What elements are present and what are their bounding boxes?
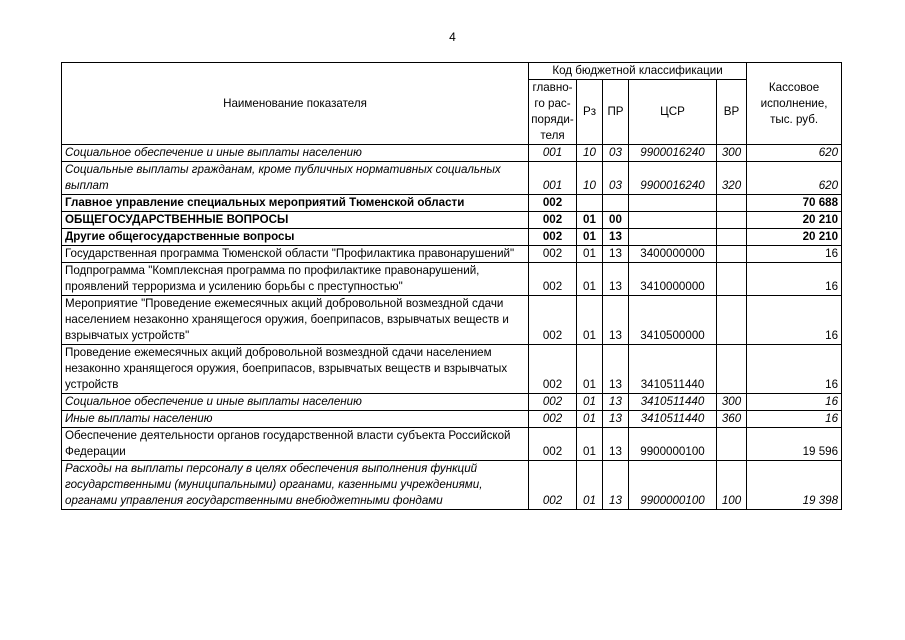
cell-name: Подпрограмма "Комплексная программа по профилактике правонарушений, проявлений терроризма и усилению борьбы с преступностью" xyxy=(62,263,529,296)
cell-glav: 001 xyxy=(529,162,577,195)
table-header xyxy=(62,63,842,145)
cell-name: Расходы на выплаты персоналу в целях обеспечения выполнения функций государственными (муниципальными) органами, казенными учреждениями, органами управления государственными внебюджетными фондами xyxy=(62,461,529,510)
header-code-group: Код бюджетной классификации xyxy=(529,63,747,80)
cell-amount: 16 xyxy=(747,296,842,345)
cell-name: Социальное обеспечение и иные выплаты населению xyxy=(62,145,529,162)
table-row xyxy=(62,212,842,229)
cell-name: Проведение ежемесячных акций добровольной возмездной сдачи населением незаконно хранящегося оружия, боеприпасов, взрывчатых веществ и взрывчатых устройств xyxy=(62,345,529,394)
cell-amount: 16 xyxy=(747,263,842,296)
cell-amount: 620 xyxy=(747,162,842,195)
page-number: 4 xyxy=(449,30,456,44)
cell-csr xyxy=(629,229,717,246)
cell-rz: 10 xyxy=(577,162,603,195)
cell-csr: 3410511440 xyxy=(629,394,717,411)
header-glav: главно-го рас-поряди-теля xyxy=(529,80,577,145)
cell-pr xyxy=(603,195,629,212)
cell-pr: 13 xyxy=(603,394,629,411)
cell-csr xyxy=(629,212,717,229)
header-name: Наименование показателя xyxy=(62,63,529,145)
cell-amount: 620 xyxy=(747,145,842,162)
cell-pr: 03 xyxy=(603,145,629,162)
cell-vr xyxy=(717,345,747,394)
table-row xyxy=(62,296,842,345)
cell-glav: 002 xyxy=(529,212,577,229)
cell-csr: 3400000000 xyxy=(629,246,717,263)
cell-vr: 300 xyxy=(717,394,747,411)
header-pr: ПР xyxy=(603,80,629,145)
table-row xyxy=(62,345,842,394)
cell-pr: 13 xyxy=(603,345,629,394)
table-row xyxy=(62,428,842,461)
cell-amount: 16 xyxy=(747,345,842,394)
cell-rz: 01 xyxy=(577,394,603,411)
cell-csr xyxy=(629,195,717,212)
cell-pr: 13 xyxy=(603,229,629,246)
cell-rz: 01 xyxy=(577,212,603,229)
cell-vr xyxy=(717,212,747,229)
cell-amount: 19 596 xyxy=(747,428,842,461)
cell-csr: 9900016240 xyxy=(629,145,717,162)
cell-pr: 13 xyxy=(603,461,629,510)
cell-pr: 13 xyxy=(603,428,629,461)
table-row xyxy=(62,246,842,263)
cell-pr: 00 xyxy=(603,212,629,229)
header-rz: Рз xyxy=(577,80,603,145)
cell-amount: 16 xyxy=(747,246,842,263)
cell-vr: 300 xyxy=(717,145,747,162)
cell-vr xyxy=(717,229,747,246)
cell-amount: 20 210 xyxy=(747,212,842,229)
cell-glav: 002 xyxy=(529,229,577,246)
table-row xyxy=(62,461,842,510)
cell-csr: 3410500000 xyxy=(629,296,717,345)
cell-glav: 002 xyxy=(529,246,577,263)
cell-vr: 100 xyxy=(717,461,747,510)
cell-vr xyxy=(717,296,747,345)
cell-rz: 01 xyxy=(577,345,603,394)
cell-glav: 002 xyxy=(529,345,577,394)
cell-pr: 13 xyxy=(603,263,629,296)
cell-rz: 01 xyxy=(577,411,603,428)
cell-glav: 002 xyxy=(529,195,577,212)
table-row xyxy=(62,229,842,246)
cell-csr: 9900000100 xyxy=(629,461,717,510)
header-vr: ВР xyxy=(717,80,747,145)
cell-amount: 20 210 xyxy=(747,229,842,246)
cell-rz: 01 xyxy=(577,296,603,345)
cell-csr: 9900016240 xyxy=(629,162,717,195)
cell-vr xyxy=(717,263,747,296)
cell-pr: 03 xyxy=(603,162,629,195)
cell-amount: 16 xyxy=(747,394,842,411)
table-row xyxy=(62,195,842,212)
cell-glav: 002 xyxy=(529,296,577,345)
cell-glav: 002 xyxy=(529,263,577,296)
cell-rz: 01 xyxy=(577,263,603,296)
cell-rz: 01 xyxy=(577,428,603,461)
table-row xyxy=(62,145,842,162)
cell-vr xyxy=(717,246,747,263)
cell-name: Другие общегосударственные вопросы xyxy=(62,229,529,246)
cell-glav: 002 xyxy=(529,411,577,428)
cell-amount: 19 398 xyxy=(747,461,842,510)
table-row xyxy=(62,263,842,296)
cell-name: ОБЩЕГОСУДАРСТВЕННЫЕ ВОПРОСЫ xyxy=(62,212,529,229)
table-row xyxy=(62,411,842,428)
cell-glav: 002 xyxy=(529,461,577,510)
cell-csr: 9900000100 xyxy=(629,428,717,461)
cell-pr: 13 xyxy=(603,246,629,263)
cell-glav: 001 xyxy=(529,145,577,162)
cell-vr: 320 xyxy=(717,162,747,195)
cell-name: Социальное обеспечение и иные выплаты населению xyxy=(62,394,529,411)
cell-pr: 13 xyxy=(603,411,629,428)
cell-name: Мероприятие "Проведение ежемесячных акций добровольной возмездной сдачи населением незаконно хранящегося оружия, боеприпасов, взрывчатых веществ и взрывчатых устройств" xyxy=(62,296,529,345)
cell-amount: 16 xyxy=(747,411,842,428)
cell-rz: 01 xyxy=(577,246,603,263)
cell-csr: 3410000000 xyxy=(629,263,717,296)
cell-vr xyxy=(717,195,747,212)
cell-name: Обеспечение деятельности органов государственной власти субъекта Российской Федерации xyxy=(62,428,529,461)
cell-csr: 3410511440 xyxy=(629,411,717,428)
cell-rz: 01 xyxy=(577,229,603,246)
budget-table xyxy=(61,62,842,510)
cell-name: Социальные выплаты гражданам, кроме публичных нормативных социальных выплат xyxy=(62,162,529,195)
cell-rz xyxy=(577,195,603,212)
cell-name: Государственная программа Тюменской области "Профилактика правонарушений" xyxy=(62,246,529,263)
header-csr: ЦСР xyxy=(629,80,717,145)
cell-glav: 002 xyxy=(529,394,577,411)
cell-amount: 70 688 xyxy=(747,195,842,212)
cell-pr: 13 xyxy=(603,296,629,345)
header-amount: Кассовое исполнение, тыс. руб. xyxy=(747,63,842,145)
cell-name: Главное управление специальных мероприятий Тюменской области xyxy=(62,195,529,212)
cell-rz: 10 xyxy=(577,145,603,162)
cell-rz: 01 xyxy=(577,461,603,510)
cell-glav: 002 xyxy=(529,428,577,461)
table-row xyxy=(62,162,842,195)
table-row xyxy=(62,394,842,411)
table-body xyxy=(62,145,842,510)
cell-csr: 3410511440 xyxy=(629,345,717,394)
cell-name: Иные выплаты населению xyxy=(62,411,529,428)
cell-vr xyxy=(717,428,747,461)
cell-vr: 360 xyxy=(717,411,747,428)
